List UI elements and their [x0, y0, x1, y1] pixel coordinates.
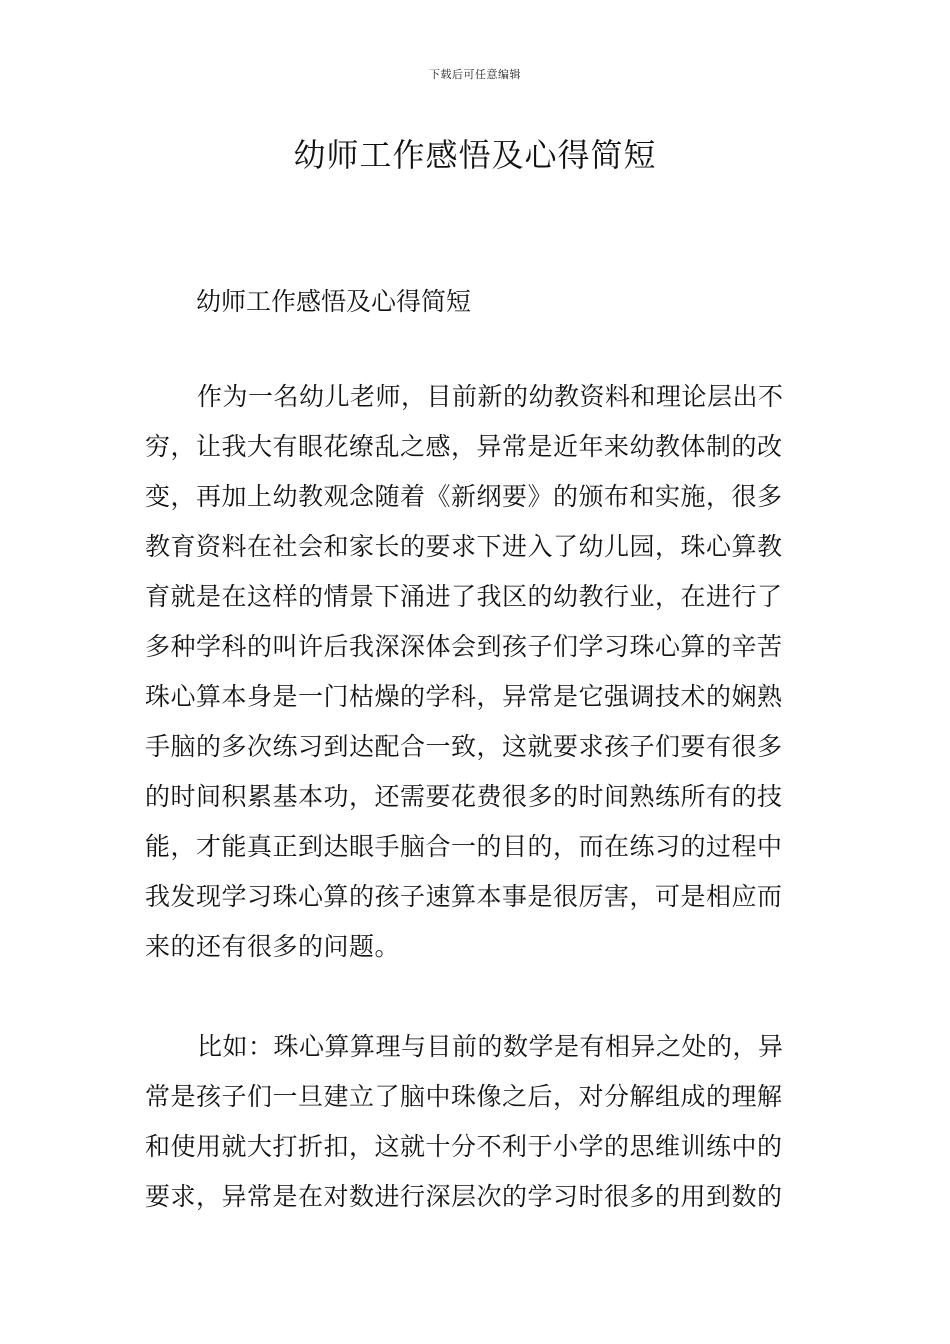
paragraph-line: 我发现学习珠心算的孩子速算本事是很厉害，可是相应而 [145, 882, 783, 911]
paragraph-line: 珠心算本身是一门枯燥的学科，异常是它强调技术的娴熟 [145, 682, 783, 711]
paragraph-line: 的时间积累基本功，还需要花费很多的时间熟练所有的技 [145, 782, 783, 811]
paragraph-line: 多种学科的叫许后我深深体会到孩子们学习珠心算的辛苦 [145, 632, 783, 661]
paragraph-line: 来的还有很多的问题。 [145, 932, 401, 961]
header-note: 下载后可任意编辑 [429, 68, 521, 81]
paragraph-line: 教育资料在社会和家长的要求下进入了幼儿园，珠心算教 [145, 532, 783, 561]
document-title: 幼师工作感悟及心得简短 [293, 136, 657, 174]
paragraph-line: 作为一名幼儿老师，目前新的幼教资料和理论层出不 [197, 382, 784, 411]
paragraph-1 [145, 372, 805, 972]
paragraph-line: 变，再加上幼教观念随着《新纲要》的颁布和实施，很多 [145, 482, 783, 511]
paragraph-line: 穷，让我大有眼花缭乱之感，异常是近年来幼教体制的改 [145, 432, 783, 461]
paragraph-line: 和使用就大打折扣，这就十分不利于小学的思维训练中的 [145, 1132, 783, 1161]
paragraph-line: 常是孩子们一旦建立了脑中珠像之后，对分解组成的理解 [145, 1082, 783, 1111]
paragraph-line: 育就是在这样的情景下涌进了我区的幼教行业，在进行了 [145, 582, 783, 611]
paragraph-line: 手脑的多次练习到达配合一致，这就要求孩子们要有很多 [145, 732, 783, 761]
paragraph-2 [145, 1022, 805, 1222]
document-subtitle: 幼师工作感悟及心得简短 [196, 287, 472, 316]
paragraph-line: 要求，异常是在对数进行深层次的学习时很多的用到数的 [145, 1182, 783, 1211]
paragraph-line: 比如：珠心算算理与目前的数学是有相异之处的，异 [197, 1032, 784, 1061]
paragraph-line: 能，才能真正到达眼手脑合一的目的，而在练习的过程中 [145, 832, 783, 861]
